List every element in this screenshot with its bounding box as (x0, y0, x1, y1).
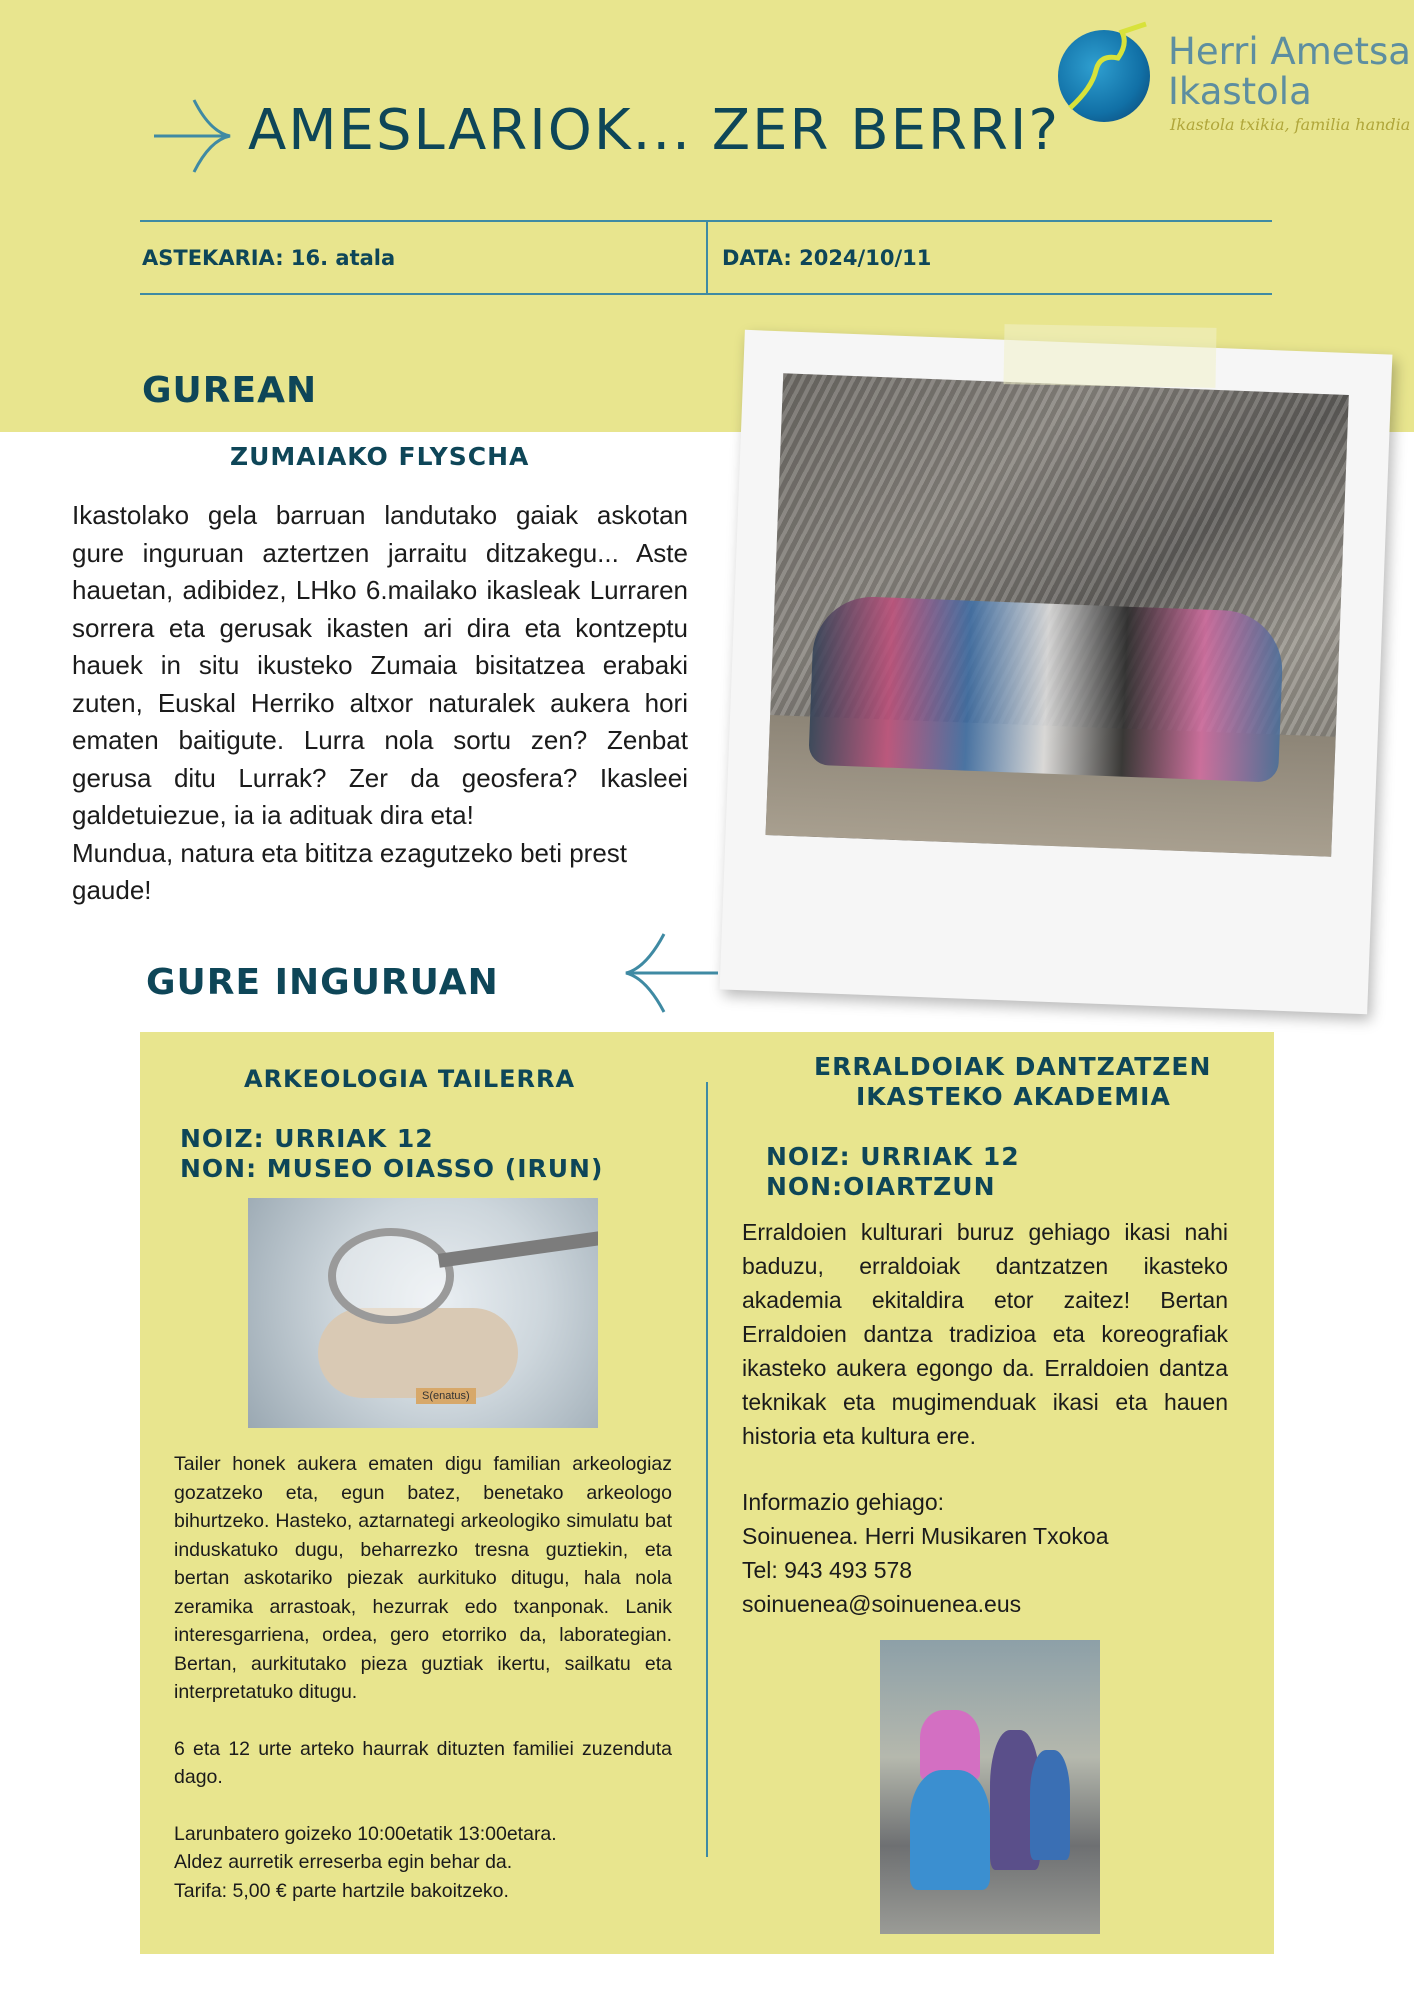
logo-tagline: Ikastola txikia, familia handia (1170, 115, 1411, 134)
event-where-arkeologia: NON: MUSEO OIASSO (IRUN) (180, 1154, 604, 1183)
flysch-group-photo (766, 373, 1349, 856)
article-paragraph: Ikastolako gela barruan landutako gaiak askotan gure inguruan aztertzen jarraitu ditzakegu... Aste hauetan, adibidez, LHko 6.mailako ikasleak Lurraren sorrera eta gerusak ikasten ari dira eta kontzeptu hauek in situ ikusteko Zumaia bisitatzea erabaki zuten, Euskal Herriko altxor naturalek aukera hori ematen baitigute. Lurra nola sortu zen? Zenbat gerusa ditu Lurrak? Zer da geosfera? Ikasleei galdetuiezue, ia ia adituak dira eta! (72, 500, 688, 830)
event-title-erraldoiak-line2: IKASTEKO AKADEMIA (856, 1082, 1171, 1111)
magnifier-photo (248, 1198, 598, 1428)
event-where-erraldoiak: NON:OIARTZUN (766, 1172, 996, 1201)
info-label: Informazio gehiago: (742, 1489, 945, 1515)
article-body-flysch (72, 497, 688, 910)
info-email[interactable]: soinuenea@soinuenea.eus (742, 1591, 1022, 1617)
event-when-erraldoiak: NOIZ: URRIAK 12 (766, 1142, 1020, 1171)
page-title: AMESLARIOK... ZER BERRI? (248, 98, 1061, 163)
polaroid-frame (720, 330, 1393, 1014)
event-when-arkeologia: NOIZ: URRIAK 12 (180, 1124, 434, 1153)
event-info-erraldoiak (742, 1485, 1242, 1621)
section-title-gure-inguruan: GURE INGURUAN (146, 962, 499, 1003)
section-title-gurean: GUREAN (142, 370, 318, 411)
logo-squiggle-icon (1062, 18, 1152, 118)
issue-date: DATA: 2024/10/11 (722, 246, 932, 270)
tape-decoration (1003, 324, 1216, 388)
article-title-flysch: ZUMAIAKO FLYSCHA (230, 442, 530, 471)
event-paragraph: Tailer honek aukera ematen digu familian arkeologiaz gozatzeko eta, egun batez, benetako arkeologo bihurtzeko. Hasteko, aztarnategi arkeologiko simulatu bat induskatuko dugu, beharrezko tresna guztiekin, eta bertan askotariko piezak aurkituko ditugu, hala nola zeramika arrastoak, hezurrak edo txanponak. Lanik interesgarriena, ordea, gero etorriko da, laborategian. Bertan, aurkitutako pieza guztiak ikertu, sailkatu eta interpretatuko ditugu. (174, 1453, 672, 1703)
event-price: Tarifa: 5,00 € parte hartzile bakoitzeko. (174, 1879, 509, 1902)
event-audience: 6 eta 12 urte arteko haurrak dituzten familiei zuzenduta dago. (174, 1737, 672, 1788)
events-divider (706, 1082, 708, 1857)
event-body-arkeologia (174, 1450, 672, 1905)
event-booking: Aldez aurretik erreserba egin behar da. (174, 1851, 513, 1873)
issue-number: ASTEKARIA: 16. atala (142, 246, 396, 270)
event-body-erraldoiak: Erraldoien kulturari buruz gehiago ikasi nahi baduzu, erraldoiak dantzatzen ikasteko akademia ekitaldira etor zaitez! Bertan Erraldoien dantza tradizioa eta koreografiak ikasteko aukera egongo da. Erraldoien dantza teknikak eta mugimenduak ikasi eta hauen historia eta kultura ere. (742, 1219, 1228, 1449)
photo-label: S(enatus) (416, 1388, 476, 1404)
event-title-arkeologia: ARKEOLOGIA TAILERRA (244, 1065, 576, 1093)
giants-photo (880, 1640, 1100, 1934)
arrow-right-icon (150, 96, 236, 176)
event-title-erraldoiak-line1: ERRALDOIAK DANTZATZEN (814, 1052, 1212, 1081)
info-phone[interactable]: Tel: 943 493 578 (742, 1557, 913, 1583)
arrow-left-icon (620, 928, 720, 1018)
meta-divider (706, 220, 708, 295)
logo-name-line2: Ikastola (1168, 70, 1312, 113)
info-organization: Soinuenea. Herri Musikaren Txokoa (742, 1523, 1109, 1549)
event-schedule: Larunbatero goizeko 10:00etatik 13:00etara. (174, 1822, 557, 1845)
logo-name: Herri Ametsa (1168, 30, 1411, 73)
article-closing: Mundua, natura eta bititza ezagutzeko beti prest gaude! (72, 837, 628, 905)
